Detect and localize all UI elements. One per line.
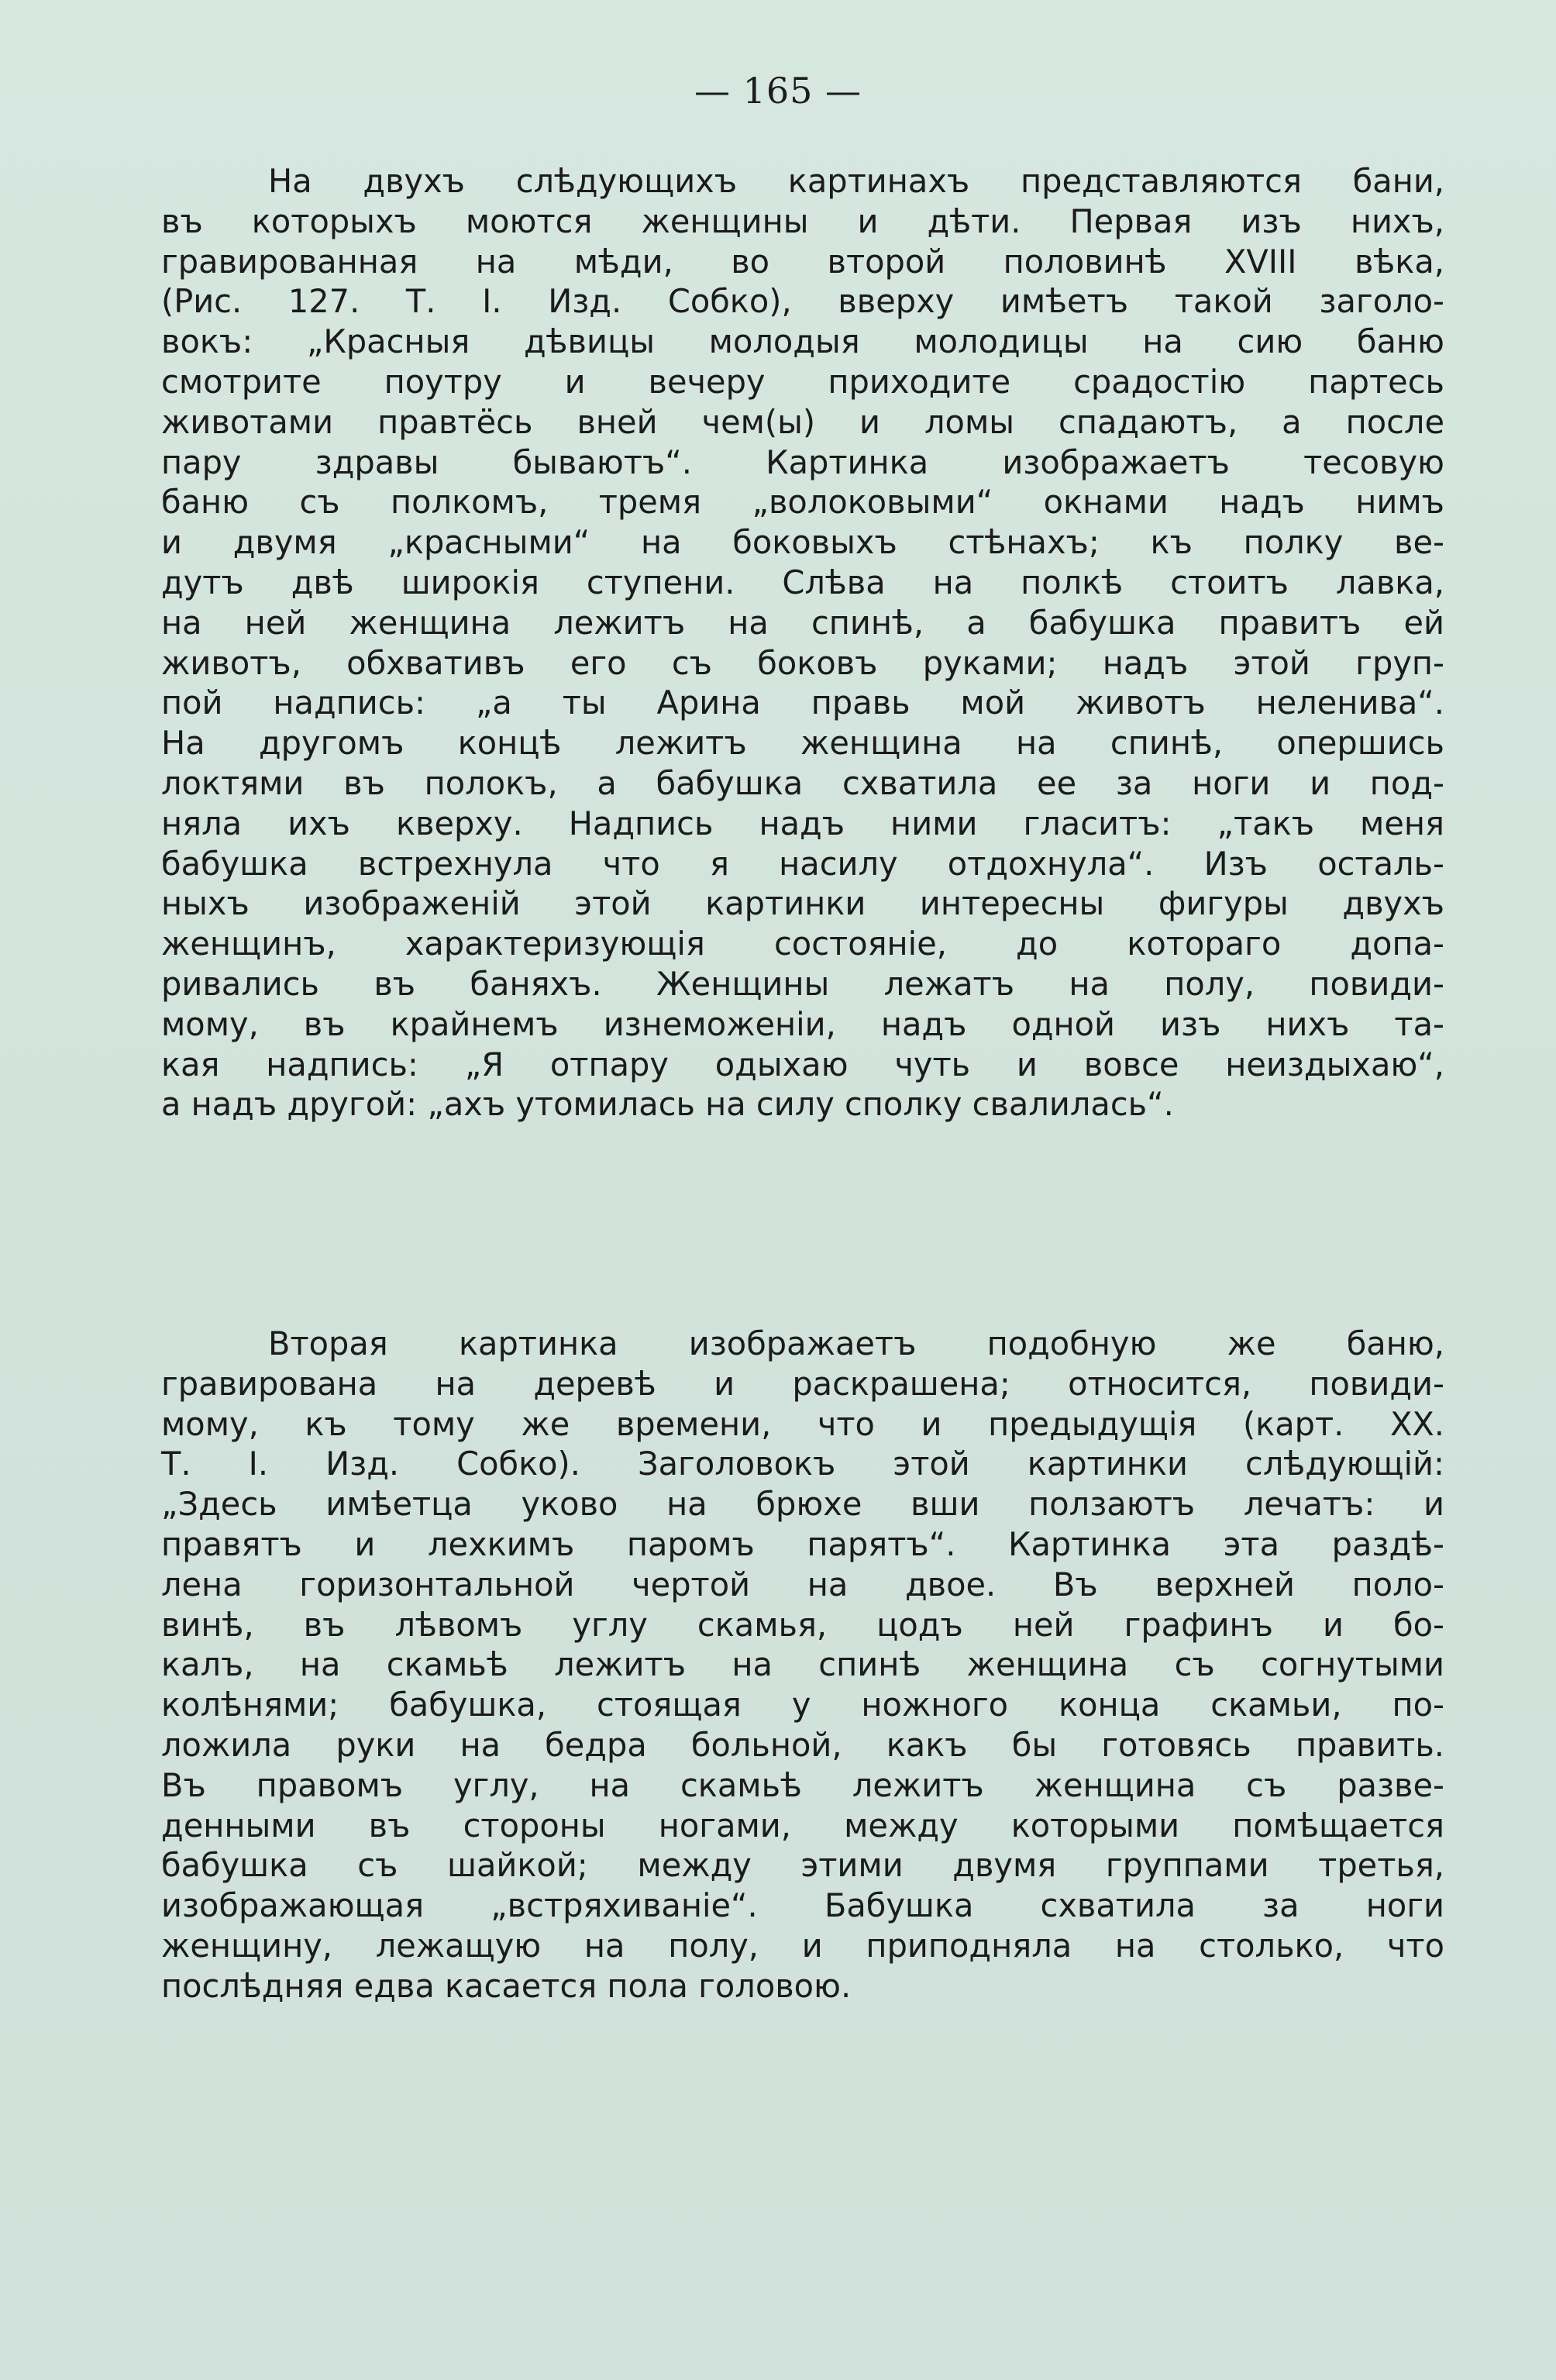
text-line: гравированная на мѣди, во второй половинѣ XVIII вѣка, [161,242,1444,281]
text-line: денными въ стороны ногами, между которыми помѣщается [161,1806,1444,1844]
text-line: правятъ и лехкимъ паромъ парятъ“. Картинка эта раздѣ- [161,1524,1444,1563]
text-line: животъ, обхвативъ его съ боковъ руками; надъ этой груп- [161,643,1444,682]
text-line: ложила руки на бедра больной, какъ бы готовясь править. [161,1725,1444,1764]
text-line: калъ, на скамьѣ лежитъ на спинѣ женщина съ согнутыми [161,1645,1444,1684]
text-line: животами правтёсь вней чем(ы) и ломы спадаютъ, а после [161,402,1444,441]
text-line: пару здравы бываютъ“. Картинка изображаетъ тесовую [161,443,1444,481]
text-line: Въ правомъ углу, на скамьѣ лежитъ женщина съ разве- [161,1765,1444,1804]
text-line: На другомъ концѣ лежитъ женщина на спинѣ, опершись [161,724,1444,763]
text-line: и двумя „красными“ на боковыхъ стѣнахъ; къ полку ве- [161,523,1444,562]
paragraph-2 [161,1324,1444,2006]
text-line: послѣдняя едва касается пола головою. [161,1966,852,2005]
text-line: мому, къ тому же времени, что и предыдущія (карт. XX. [161,1404,1444,1443]
text-line: въ которыхъ моются женщины и дѣти. Первая изъ нихъ, [161,201,1444,240]
text-line: няла ихъ кверху. Надпись надъ ними гласитъ: „такъ меня [161,804,1444,842]
text-line: дутъ двѣ широкія ступени. Слѣва на полкѣ стоитъ лавка, [161,563,1444,601]
text-line: кая надпись: „Я отпару одыхаю чуть и вовсе неиздыхаю“, [161,1045,1444,1083]
text-line: Вторая картинка изображаетъ подобную же баню, [268,1324,1444,1362]
text-line: локтями въ полокъ, а бабушка схватила ее за ноги и под- [161,763,1444,802]
page-number: — 165 — [694,70,862,112]
text-line: а надъ другой: „ахъ утомилась на силу сполку свалилась“. [161,1085,1174,1124]
text-line: бабушка встрехнула что я насилу отдохнула“. Изъ осталь- [161,844,1444,883]
text-line: пой надпись: „а ты Арина правь мой животъ неленива“. [161,684,1444,722]
text-line: Т. I. Изд. Собко). Заголовокъ этой картинки слѣдующій: [161,1445,1444,1483]
text-line: ныхъ изображеній этой картинки интересны фигуры двухъ [161,884,1444,923]
text-line: женщину, лежащую на полу, и приподняла на столько, что [161,1926,1444,1965]
text-line: изображающая „встряхиваніе“. Бабушка схватила за ноги [161,1886,1444,1925]
text-line: ривались въ баняхъ. Женщины лежатъ на полу, повиди- [161,964,1444,1003]
text-line: На двухъ слѣдующихъ картинахъ представляются бани, [268,162,1444,200]
paragraph-1 [161,161,1444,1125]
text-line: мому, въ крайнемъ изнеможеніи, надъ одной изъ нихъ та- [161,1004,1444,1043]
text-line: смотрите поутру и вечеру приходите срадостію партесь [161,362,1444,401]
text-line: бабушка съ шайкой; между этими двумя группами третья, [161,1846,1444,1885]
text-line: вокъ: „Красныя дѣвицы молодыя молодицы на сию баню [161,322,1444,361]
text-line: на ней женщина лежитъ на спинѣ, а бабушка правитъ ей [161,603,1444,642]
text-line: „Здесь имѣетца уково на брюхе вши ползаютъ лечатъ: и [161,1485,1444,1524]
text-line: лена горизонтальной чертой на двое. Въ верхней поло- [161,1565,1444,1603]
text-line: колѣнями; бабушка, стоящая у ножного конца скамьи, по- [161,1686,1444,1724]
text-line: (Рис. 127. Т. I. Изд. Собко), вверху имѣетъ такой заголо- [161,282,1444,321]
text-line: женщинъ, характеризующія состояніе, до котораго допа- [161,925,1444,963]
text-line: винѣ, въ лѣвомъ углу скамья, цодъ ней графинъ и бо- [161,1605,1444,1644]
text-line: гравирована на деревѣ и раскрашена; относится, повиди- [161,1364,1444,1403]
text-line: баню съ полкомъ, тремя „волоковыми“ окнами надъ нимъ [161,483,1444,522]
